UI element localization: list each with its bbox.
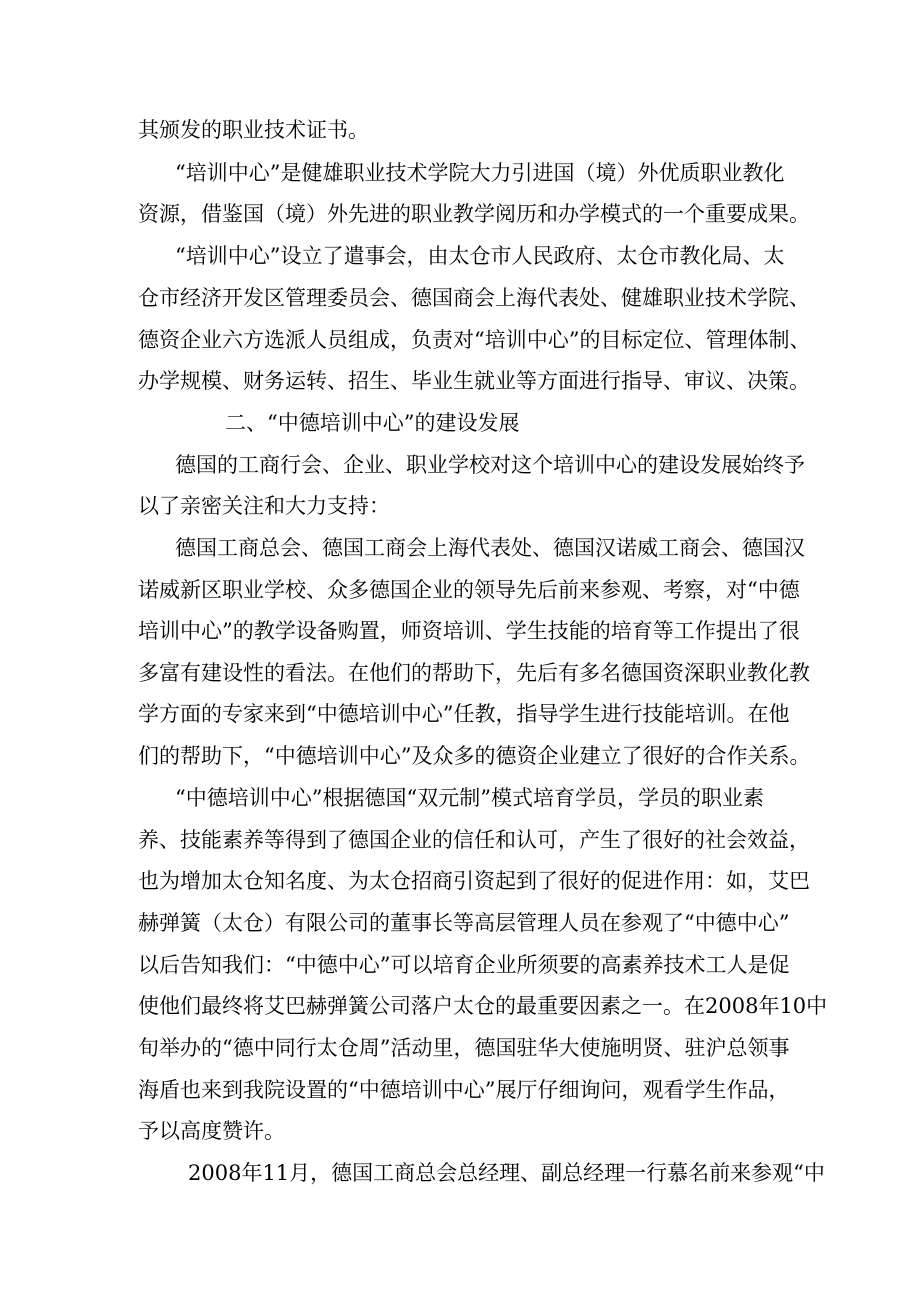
section-heading: 二、“中德培训中心”的建设发展	[225, 411, 520, 435]
text-line: 以后告知我们：“中德中心”可以培育企业所须要的高素养技术工人是促	[138, 953, 790, 977]
text-line: 学方面的专家来到“中德培训中心”任教，指导学生进行技能培训。在他	[138, 702, 790, 726]
text-line: 以了亲密关注和大力支持：	[138, 494, 390, 518]
text-line: “培训中心”是健雄职业技术学院大力引进国（境）外优质职业教化	[175, 161, 785, 185]
text-line: “中德培训中心”根据德国“双元制”模式培育学员，学员的职业素	[175, 786, 764, 810]
text-line: 也为增加太仓知名度、为太仓招商引资起到了很好的促进作用：如，艾巴	[138, 869, 810, 893]
text-line: 予以高度赞许。	[138, 1119, 285, 1143]
text-line: 诺威新区职业学校、众多德国企业的领导先后前来参观、考察，对“中德	[138, 578, 800, 602]
text-line: 仓市经济开发区管理委员会、德国商会上海代表处、健雄职业技术学院、	[138, 286, 810, 310]
text-line: 德国工商总会、德国工商会上海代表处、德国汉诺威工商会、德国汉	[175, 536, 805, 560]
text-line: 旬举办的“德中同行太仓周”活动里，德国驻华大使施明贤、驻沪总领事	[138, 1036, 790, 1060]
text-line: 赫弹簧（太仓）有限公司的董事长等高层管理人员在参观了“中德中心”	[138, 911, 790, 935]
text-line: 资源，借鉴国（境）外先进的职业教学阅历和办学模式的一个重要成果。	[138, 202, 810, 226]
text-line: 们的帮助下，“中德培训中心”及众多的德资企业建立了很好的合作关系。	[138, 744, 811, 768]
text-line: 多富有建设性的看法。在他们的帮助下，先后有多名德国资深职业教化教	[138, 661, 810, 685]
text-line: 养、技能素养等得到了德国企业的信任和认可，产生了很好的社会效益，	[138, 828, 810, 852]
text-line: 2008年11月，德国工商总会总经理、副总经理一行慕名前来参观“中	[188, 1161, 825, 1185]
text-line: 其颁发的职业技术证书。	[138, 118, 369, 142]
text-line: 德资企业六方选派人员组成，负责对“培训中心”的目标定位、管理体制、	[138, 328, 811, 352]
text-line: 德国的工商行会、企业、职业学校对这个培训中心的建设发展始终予	[175, 453, 805, 477]
text-line: 使他们最终将艾巴赫弹簧公司落户太仓的最重要因素之一。在2008年10中	[138, 994, 828, 1018]
text-line: 培训中心”的教学设备购置，师资培训、学生技能的培育等工作提出了很	[138, 619, 800, 643]
text-line: 海盾也来到我院设置的“中德培训中心”展厅仔细询问，观看学生作品，	[138, 1078, 790, 1102]
text-line: “培训中心”设立了遣事会，由太仓市人民政府、太仓市教化局、太	[175, 244, 785, 268]
text-line: 办学规模、财务运转、招生、毕业生就业等方面进行指导、审议、决策。	[138, 369, 810, 393]
